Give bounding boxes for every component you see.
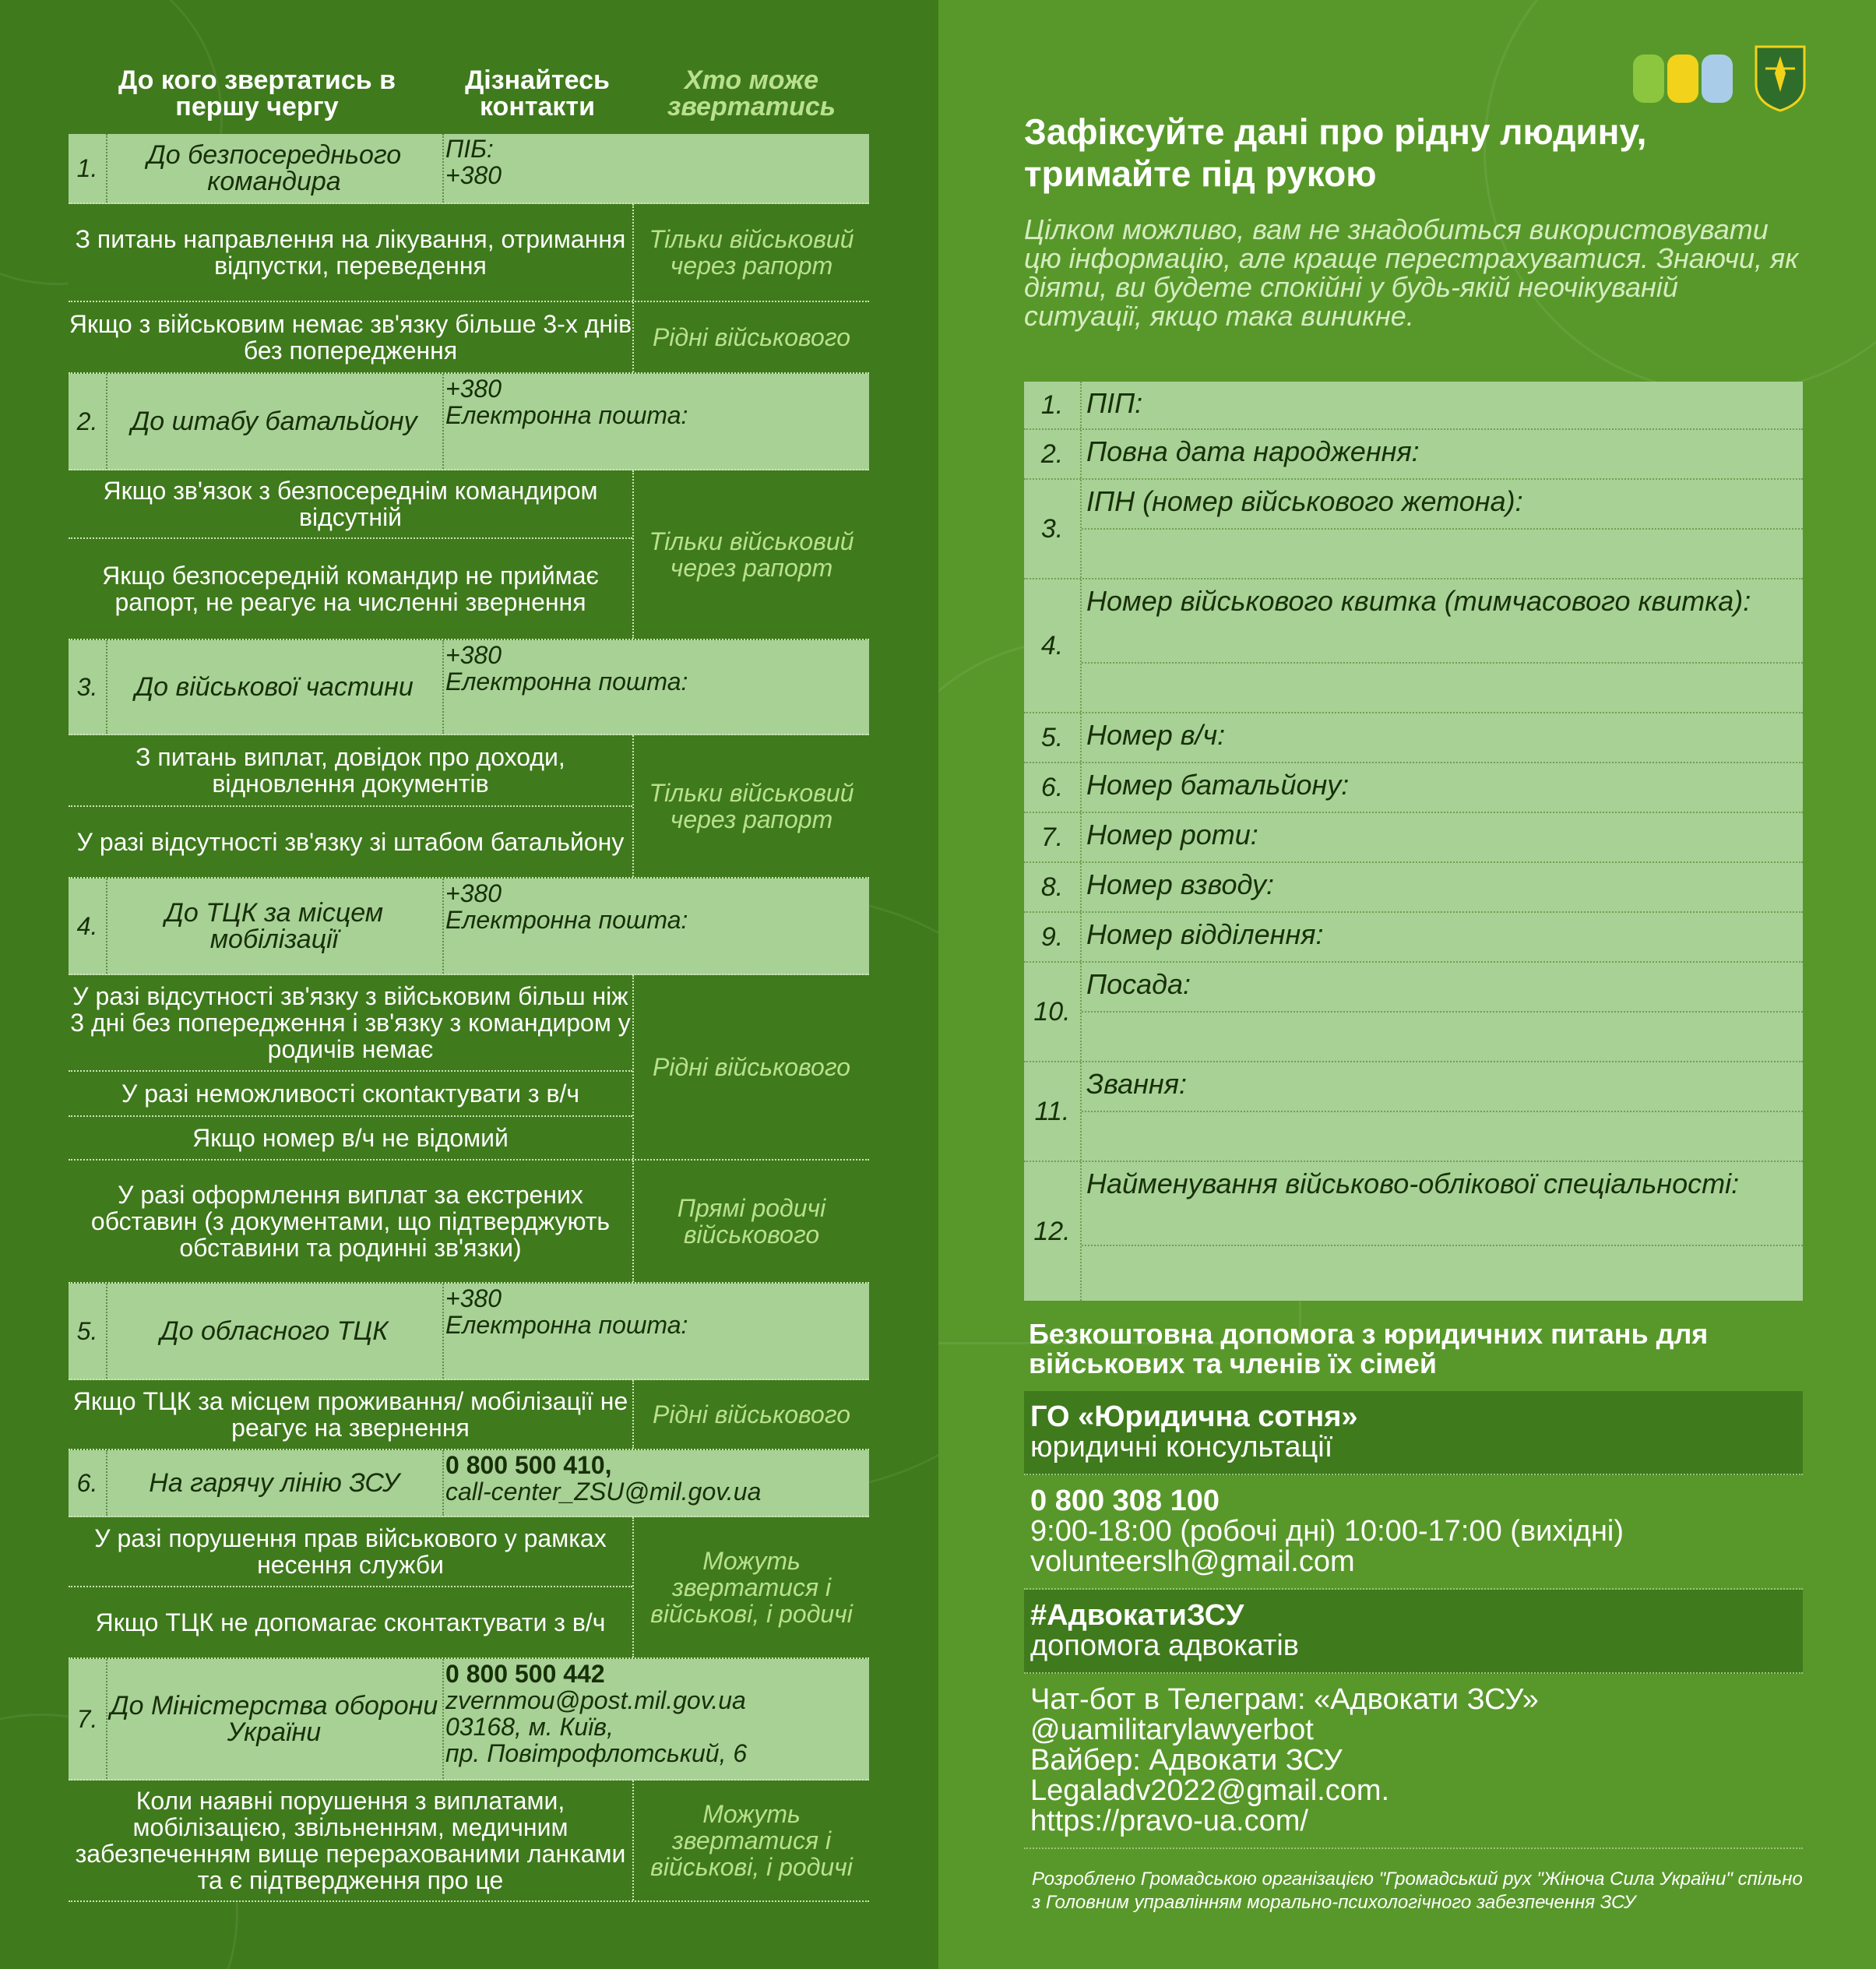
org2-name: #АдвокатиЗСУ <box>1030 1599 1244 1632</box>
form-row-label: Номер в/ч: <box>1086 719 1226 751</box>
form-row-number: 3. <box>1024 480 1082 578</box>
form-row[interactable] <box>1024 480 1803 579</box>
form-row[interactable] <box>1024 1162 1803 1301</box>
form-row-number: 7. <box>1024 813 1082 861</box>
form-row-number: 12. <box>1024 1162 1082 1301</box>
org2-block <box>1024 1590 1803 1674</box>
column-header-who-can: Хто може звертатись <box>667 65 836 122</box>
form-row[interactable] <box>1024 813 1803 863</box>
subrow <box>69 1161 869 1284</box>
ministry-email: zvernmou@post.mil.gov.ua <box>445 1686 746 1714</box>
section-contact <box>445 880 866 933</box>
form-row-number: 9. <box>1024 913 1082 961</box>
military-emblem-icon <box>1755 45 1806 112</box>
section-row-6 <box>69 1450 869 1517</box>
contact-line: ПІБ: <box>445 135 494 163</box>
section-row-7 <box>69 1659 869 1781</box>
contact-line: +380 <box>445 641 502 669</box>
personal-data-form <box>1024 382 1803 1301</box>
ministry-address: 03168, м. Київ, <box>445 1713 614 1741</box>
legal-help-box <box>1024 1391 1803 1849</box>
section-contact <box>445 375 866 428</box>
form-row-label: Номер батальйону: <box>1086 769 1350 801</box>
form-fill-line <box>1082 1245 1803 1246</box>
org2-email[interactable]: Legaladv2022@gmail.com. <box>1030 1774 1390 1807</box>
subrow-who-can: Рідні військового <box>652 323 851 351</box>
section-contact <box>445 1285 866 1338</box>
section-recipient: До обласного ТЦК <box>106 1284 444 1379</box>
subrow-description: Якщо з військовим немає зв'язку більше 3-х днів без попередження <box>69 302 634 372</box>
subrow-description: Коли наявні порушення з виплатами, мобілізацією, звільненням, медичним забезпеченням вище перерахованими ланками та є підтвердження про це <box>69 1781 634 1900</box>
org2-telegram-handle[interactable]: @uamilitarylawyerbot <box>1030 1714 1314 1746</box>
subrow-description: З питань виплат, довідок про доходи, відновлення документів <box>69 735 632 807</box>
subrow-who-can: Рідні військового <box>652 1400 851 1428</box>
subrow-who-can: Можуть звертатися і військові, і родичі <box>650 1547 853 1628</box>
legal-help-title: Безкоштовна допомога з юридичних питань для військових та членів їх сімей <box>1029 1318 1709 1379</box>
form-row-number: 6. <box>1024 763 1082 812</box>
org1-email[interactable]: volunteerslh@gmail.com <box>1030 1545 1355 1578</box>
subrow-who-can: Тільки військовий через рапорт <box>649 527 854 582</box>
form-row-number: 8. <box>1024 863 1082 911</box>
subrow-who-can: Прямі родичі військового <box>677 1194 826 1249</box>
subrow-who-can: Тільки військовий через рапорт <box>649 225 854 280</box>
form-row[interactable] <box>1024 430 1803 480</box>
section-recipient: На гарячу лінію ЗСУ <box>106 1450 444 1516</box>
section-recipient: До штабу батальйону <box>106 374 444 469</box>
form-row[interactable] <box>1024 763 1803 813</box>
subrow <box>69 470 869 640</box>
subrow-description: У разі неможливості скontактувати з в/ч <box>69 1072 632 1117</box>
org1-description: юридичні консультації <box>1030 1431 1333 1464</box>
subrow-description: Якщо номер в/ч не відомий <box>192 1124 509 1152</box>
form-row[interactable] <box>1024 579 1803 713</box>
subrow <box>69 975 869 1161</box>
org1-contacts <box>1024 1475 1803 1590</box>
subrow <box>69 204 869 302</box>
org1-name: ГО «Юридична сотня» <box>1030 1400 1358 1433</box>
right-panel <box>938 0 1876 1969</box>
org1-phone[interactable]: 0 800 308 100 <box>1030 1485 1220 1517</box>
form-fill-line <box>1082 1011 1803 1013</box>
section-recipient: До ТЦК за місцем мобілізації <box>106 879 444 974</box>
ministry-address: пр. Повітрофлотський, 6 <box>445 1739 748 1767</box>
form-row-number: 10. <box>1024 963 1082 1061</box>
section-contact <box>445 1452 866 1505</box>
form-row-number: 5. <box>1024 713 1082 762</box>
form-intro: Цілком можливо, вам не знадобиться використовувати цю інформацію, але краще перестрахуватися. Знаючи, як діяти, ви будете спокійні у будь-якій неочікуваній ситуації, якщо така виникне. <box>1024 213 1799 332</box>
form-row[interactable] <box>1024 913 1803 963</box>
form-fill-line <box>1082 1111 1803 1112</box>
section-row-5 <box>69 1284 869 1380</box>
section-recipient: До безпосереднього командира <box>106 134 444 203</box>
subrow-description: У разі порушення прав військового у рамках несення служби <box>69 1517 632 1587</box>
column-header-whom: До кого звертатись в першу чергу <box>118 65 396 122</box>
subrow-description: У разі відсутності зв'язку зі штабом батальйону <box>76 828 625 856</box>
hotline-email: call-center_ZSU@mil.gov.ua <box>445 1478 762 1506</box>
subrow-description: У разі відсутності зв'язку з військовим більш ніж 3 дні без попередження і зв'язку з командиром у родичів немає <box>69 975 632 1072</box>
section-number: 4. <box>69 879 107 974</box>
form-row-label: Номер відділення: <box>1086 918 1324 950</box>
credit-text: Розроблено Громадською організацією "Громадський рух "Жіноча Сила України" спільно з Головним управлінням морально-психологічного забезпечення ЗСУ <box>1032 1869 1803 1913</box>
contact-line: Електронна пошта: <box>445 401 688 429</box>
section-row-3 <box>69 640 869 735</box>
subrow-description: З питань направлення на лікування, отримання відпустки, переведення <box>69 204 634 301</box>
viber-label: Вайбер: <box>1030 1744 1149 1777</box>
contact-line: Електронна пошта: <box>445 667 688 696</box>
org1-block <box>1024 1391 1803 1475</box>
section-row-4 <box>69 879 869 975</box>
form-row[interactable] <box>1024 963 1803 1062</box>
contact-line: Електронна пошта: <box>445 1311 688 1339</box>
contacts-table <box>69 134 869 1902</box>
section-recipient: До Міністерства оборони України <box>106 1659 444 1779</box>
form-row-label: ПІП: <box>1086 387 1143 419</box>
form-row[interactable] <box>1024 713 1803 763</box>
org1-hours: 9:00-18:00 (робочі дні) 10:00-17:00 (вихідні) <box>1030 1515 1624 1548</box>
contact-line: Електронна пошта: <box>445 906 688 934</box>
form-row-label: Номер роти: <box>1086 819 1258 851</box>
form-row[interactable] <box>1024 382 1803 430</box>
subrow <box>69 1380 869 1450</box>
form-row-label: ІПН (номер військового жетона): <box>1086 485 1523 517</box>
form-row-label: Номер військового квитка (тимчасового квитка): <box>1086 585 1751 617</box>
form-row-label: Найменування військово-облікової спеціальності: <box>1086 1168 1740 1199</box>
ministry-phone: 0 800 500 442 <box>445 1660 605 1688</box>
form-row[interactable] <box>1024 1062 1803 1162</box>
subrow-description: У разі оформлення виплат за екстрених обставин (з документами, що підтверджують обставини та родинні зв'язки) <box>69 1161 634 1282</box>
zhinocha-syla-logo-icon <box>1633 55 1736 103</box>
form-row-label: Посада: <box>1086 968 1191 1000</box>
form-row-number: 4. <box>1024 579 1082 712</box>
hotline-phone: 0 800 500 410, <box>445 1451 612 1479</box>
subrow-who-can: Рідні військового <box>652 1053 851 1081</box>
section-contact <box>445 136 866 188</box>
contact-line: +380 <box>445 161 502 189</box>
form-row-label: Звання: <box>1086 1068 1187 1100</box>
form-row-number: 2. <box>1024 430 1082 478</box>
section-number: 5. <box>69 1284 107 1379</box>
org2-contacts <box>1024 1674 1803 1849</box>
subrow-description: Якщо ТЦК не допомагає сконтактувати з в/ч <box>95 1608 606 1636</box>
form-heading: Зафіксуйте дані про рідну людину, тримайте під рукою <box>1024 111 1647 194</box>
section-number: 2. <box>69 374 107 469</box>
form-row-number: 11. <box>1024 1062 1082 1161</box>
section-row-2 <box>69 374 869 470</box>
column-header-contacts: Дізнайтесь контакти <box>465 65 610 122</box>
org2-description: допомога адвокатів <box>1030 1629 1299 1662</box>
subrow-description: Якщо ТЦК за місцем проживання/ мобілізації не реагує на звернення <box>69 1380 634 1449</box>
form-row-label: Повна дата народження: <box>1086 435 1420 467</box>
org2-website[interactable]: https://pravo-ua.com/ <box>1030 1805 1308 1837</box>
form-fill-line <box>1082 662 1803 664</box>
form-fill-line <box>1082 528 1803 530</box>
subrow-description: Якщо безпосередній командир не приймає рапорт, не реагує на численні звернення <box>102 562 599 616</box>
section-number: 1. <box>69 134 107 203</box>
subrow-who-can: Можуть звертатися і військові, і родичі <box>650 1800 853 1881</box>
section-number: 6. <box>69 1450 107 1516</box>
section-contact <box>445 642 866 695</box>
subrow-who-can: Тільки військовий через рапорт <box>649 779 854 833</box>
form-row-label: Номер взводу: <box>1086 868 1274 900</box>
contact-line: +380 <box>445 879 502 907</box>
section-recipient: До військової частини <box>106 640 444 734</box>
section-number: 3. <box>69 640 107 734</box>
viber-value[interactable]: Адвокати ЗСУ <box>1149 1744 1343 1777</box>
form-row-number: 1. <box>1024 382 1082 428</box>
subrow <box>69 1781 869 1902</box>
org2-telegram-bot: Чат-бот в Телеграм: «Адвокати ЗСУ» <box>1030 1683 1539 1716</box>
form-row[interactable] <box>1024 863 1803 913</box>
subrow <box>69 735 869 879</box>
subrow <box>69 1517 869 1659</box>
subrow-description: Якщо зв'язок з безпосереднім командиром відсутній <box>69 470 632 539</box>
section-contact <box>445 1661 866 1766</box>
section-row-1 <box>69 134 869 204</box>
contact-line: +380 <box>445 375 502 403</box>
subrow <box>69 302 869 374</box>
org2-viber <box>1030 1745 1797 1776</box>
logos <box>1633 45 1806 112</box>
section-number: 7. <box>69 1659 107 1779</box>
contact-line: +380 <box>445 1284 502 1312</box>
